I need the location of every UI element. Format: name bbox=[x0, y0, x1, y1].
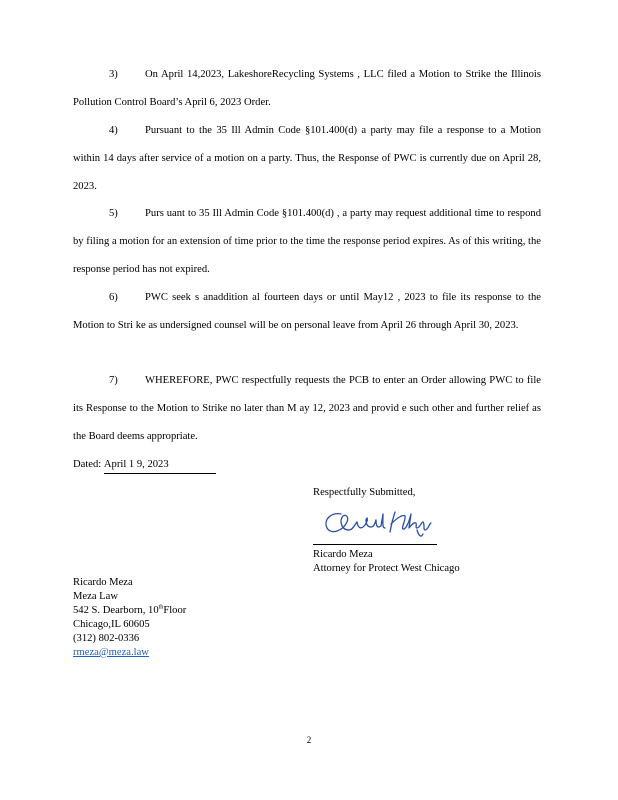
paragraph-number: 6) bbox=[109, 292, 118, 303]
paragraph-5 bbox=[73, 200, 541, 284]
paragraph-4 bbox=[73, 117, 541, 201]
address-email-line bbox=[73, 646, 149, 660]
address-firm: Meza Law bbox=[73, 591, 118, 602]
page-number: 2 bbox=[306, 735, 312, 745]
floor-word: Floor bbox=[163, 605, 187, 616]
email-link[interactable]: rmeza@meza.law bbox=[73, 647, 149, 658]
floor-number: 10 bbox=[148, 605, 159, 616]
paragraph-7 bbox=[73, 367, 541, 451]
paragraph-6 bbox=[73, 284, 541, 340]
closing-respectfully: Respectfully Submitted, bbox=[313, 487, 416, 498]
paragraph-text: PWC seek s anaddition al fourteen days or until May12 , 2023 to file its response to the Motion to Stri ke as undersigned counsel will be on personal leave from April 26 through April 30, 2023. bbox=[73, 292, 541, 331]
street-prefix: 542 S. Dearborn, bbox=[73, 605, 146, 616]
paragraph-number: 5) bbox=[109, 208, 118, 219]
signature-line bbox=[313, 544, 437, 545]
paragraph-number: 4) bbox=[109, 125, 118, 136]
address-phone: (312) 802-0336 bbox=[73, 633, 140, 644]
signer-title: Attorney for Protect West Chicago bbox=[313, 563, 460, 574]
address-street bbox=[73, 604, 186, 618]
date-value: April 1 9, 2023 bbox=[104, 458, 216, 474]
paragraph-text: Pursuant to the 35 Ill Admin Code §101.400(d) a party may file a response to a Motion within 14 days after service of a motion on a party. Thus, the Response of PWC is currently due on April 28, 2023. bbox=[73, 125, 541, 192]
address-city: Chicago,IL 60605 bbox=[73, 619, 150, 630]
paragraph-text: WHEREFORE, PWC respectfully requests the PCB to enter an Order allowing PWC to file its Response to the Motion to Strike no later than M ay 12, 2023 and provid e such other and further relief as the Board deems appropriate. bbox=[73, 375, 541, 442]
date-line bbox=[73, 458, 216, 474]
address-name: Ricardo Meza bbox=[73, 577, 133, 588]
handwritten-signature bbox=[313, 500, 437, 544]
floor-superscript: th bbox=[158, 604, 164, 611]
signature-image bbox=[313, 500, 437, 544]
signer-name: Ricardo Meza bbox=[313, 549, 373, 560]
date-label: Dated: bbox=[73, 459, 102, 470]
paragraph-text: On April 14,2023, LakeshoreRecycling Systems , LLC filed a Motion to Strike the Illinois Pollution Control Board’s April 6, 2023 Order. bbox=[73, 69, 541, 108]
paragraph-number: 7) bbox=[109, 375, 118, 386]
paragraph-3 bbox=[73, 61, 541, 117]
paragraph-text: Purs uant to 35 Ill Admin Code §101.400(d) , a party may request additional time to respond by filing a motion for an extension of time prior to the time the response period expires. As of this writing, the response period has not expired. bbox=[73, 208, 541, 275]
paragraph-number: 3) bbox=[109, 69, 118, 80]
